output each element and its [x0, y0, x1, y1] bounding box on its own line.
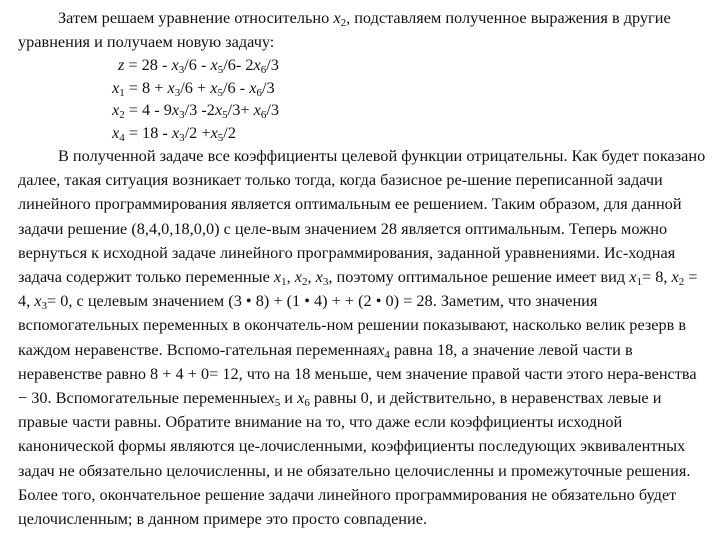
equation-subscript: 2: [119, 109, 125, 122]
equation-variable: x: [167, 77, 175, 97]
equation-variable: x: [112, 77, 120, 97]
equation-text: = 4 - 9: [124, 100, 172, 120]
body-variable: x: [273, 267, 282, 287]
equation-variable: x: [253, 55, 261, 75]
equation-variable: x: [210, 55, 218, 75]
equation-subscript: 5: [222, 109, 228, 122]
equation-variable: x: [112, 100, 120, 120]
body-variable: x: [34, 291, 42, 311]
equation-x2: [18, 99, 706, 121]
equation-text: /3: [266, 55, 279, 75]
equation-text: /3+: [227, 100, 254, 120]
equation-text: /6 -: [223, 77, 250, 97]
body-text: ,: [307, 267, 316, 287]
body-subscript: 3: [41, 300, 48, 313]
body-subscript: 2: [678, 276, 685, 289]
intro-paragraph: [18, 6, 706, 54]
equation-subscript: 4: [119, 131, 125, 144]
equation-variable: x: [171, 55, 179, 75]
intro-variable: x: [333, 8, 341, 27]
equation-text: /3: [266, 100, 279, 120]
body-text: = 0, с целевым значением (3 • 8) + (1 • 4) + + (2 • 0) = 28. Заметим, что значения вспомогательных переменных в окончатель-ном решении показывают, насколько велик резерв в каждом неравенстве. Вспомо-гательная переменная: [18, 291, 687, 359]
equation-variable: x: [214, 100, 223, 120]
equation-subscript: 1: [119, 86, 125, 99]
equation-subscript: 3: [179, 131, 185, 144]
equation-variable: x: [112, 122, 120, 142]
equation-text: /2: [223, 122, 236, 142]
body-variable: x: [629, 267, 637, 287]
equation-variable: z: [118, 55, 125, 75]
equation-text: /3: [261, 77, 275, 97]
equation-text: /3 -2: [184, 100, 215, 120]
equation-subscript: 6: [256, 86, 262, 99]
body-variable: x: [294, 267, 302, 287]
body-subscript: 4: [384, 348, 390, 361]
body-subscript: 2: [301, 276, 308, 289]
equation-subscript: 6: [260, 64, 267, 77]
body-text: = 8,: [641, 267, 672, 287]
equation-objective: [18, 54, 706, 76]
equation-variable: x: [253, 100, 261, 120]
body-text: и: [280, 388, 298, 408]
equation-subscript: 5: [217, 131, 224, 144]
equation-variable: x: [210, 77, 218, 97]
body-variable: x: [315, 267, 323, 287]
body-subscript: 1: [281, 276, 287, 289]
equation-subscript: 3: [174, 86, 181, 99]
equation-text: /6- 2: [223, 55, 254, 75]
equation-x4: [18, 122, 706, 144]
intro-text-1: Затем решаем уравнение относительно: [58, 8, 334, 27]
equation-x1: [18, 77, 706, 99]
body-subscript: 3: [322, 276, 329, 289]
equation-subscript: 3: [179, 109, 185, 122]
equation-text: /6 +: [180, 77, 211, 97]
equation-subscript: 3: [178, 64, 185, 77]
body-text: , поэтому оптимальное решение имеет вид: [328, 267, 630, 287]
body-subscript: 5: [274, 397, 281, 410]
body-variable: x: [377, 339, 385, 359]
body-subscript: 6: [304, 397, 310, 410]
equation-variable: x: [249, 77, 257, 97]
body-paragraph: [18, 144, 706, 531]
equation-system: [18, 54, 706, 144]
body-subscript: 1: [636, 276, 642, 289]
intro-text-2: , подставляем полученное выражения в другие уравнения и получаем новую задачу:: [18, 8, 671, 52]
equation-text: /2 +: [184, 122, 211, 142]
body-text: ,: [286, 267, 295, 287]
equation-text: = 8 +: [124, 77, 168, 97]
equation-subscript: 5: [217, 64, 224, 77]
equation-subscript: 6: [260, 109, 267, 122]
equation-text: = 28 -: [124, 55, 172, 75]
equation-variable: x: [171, 100, 180, 120]
body-variable: x: [267, 388, 275, 408]
body-text: равна 18, а значение левой части в неравенстве равно 8 + 4 + 0= 12, что на 18 меньше, чем значение правой части этого нера-венства − 30. Вспомогательные переменные: [18, 339, 697, 408]
body-variable: x: [297, 388, 305, 408]
body-variable: x: [671, 267, 679, 287]
body-text: = 4,: [18, 267, 698, 311]
equation-text: /6 -: [184, 55, 211, 75]
equation-subscript: 5: [217, 86, 223, 99]
body-text: В полученной задаче все коэффициенты целевой функции отрицательны. Как будет показано далее, такая ситуация возникает только тогда, когда базисное ре-шение переписанной задачи линейного программирования является оптимальным ее решением. Таким образом, для данной задачи решение (8,4,0,18,0,0) с целе-вым значением 28 является оптимальным. Теперь можно вернуться к исходной задаче линейного программирования, заданной уравнениями. Ис-ходная задача содержит только переменные: [18, 146, 706, 287]
equation-text: = 18 -: [124, 122, 172, 142]
equation-variable: x: [171, 122, 180, 142]
body-text: равны 0, и действительно, в неравенствах левые и правые части равны. Обратите внимание на то, что даже если коэффициенты исходной канонической формы являются це-лочисленными, коэффициенты последующих эквивалентных задач не обязательно целочисленны, и не обязательно целочисленны и промежуточные решения. Более того, окончательное решение задачи линейного программирования не обязательно будет целочисленным; в данном примере это просто совпадение.: [18, 388, 691, 529]
intro-variable-subscript: 2: [340, 17, 347, 29]
equation-variable: x: [210, 122, 218, 142]
